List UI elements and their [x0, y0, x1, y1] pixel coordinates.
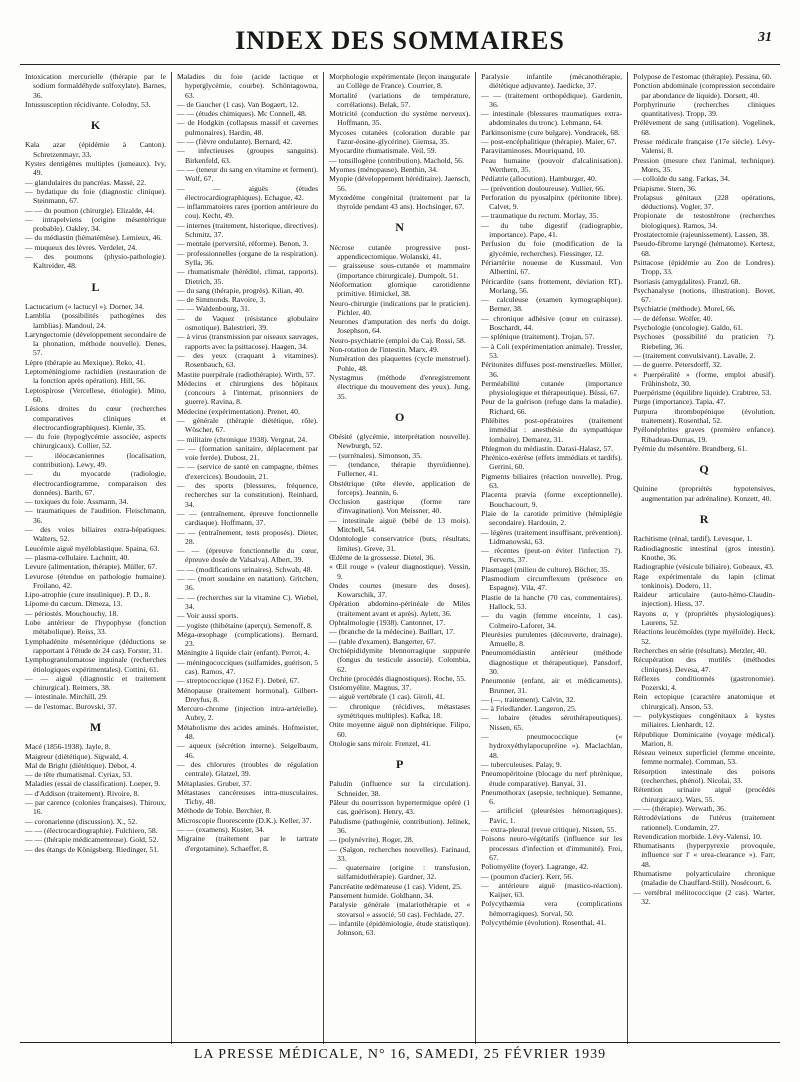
index-entry: — du médiastin (hématémèse). Lemieux, 46.	[25, 233, 163, 243]
index-entry: — internes (traitement, historique, directives). Schmitz, 37.	[177, 220, 319, 240]
index-entry: Rachitisme (rénal, tardif). Levesque, 1.	[633, 534, 753, 544]
index-entry: Propionate de testostérone (recherches biologiques). Ramos, 34.	[633, 211, 776, 230]
index-entry: — récentes (peut-on éviter l'infection ?). Ferverts, 37.	[481, 546, 623, 565]
index-entry: Ophtalmologie (1938). Cantonnet, 17.	[329, 618, 446, 628]
index-entry: — hydatique du foie (diagnostic clinique). Steinmann, 67.	[25, 186, 167, 206]
index-entry: — infectieuses (groupes sanguins). Birkenfeld, 63.	[177, 146, 319, 165]
index-entry: Métaplasies. Gruber, 37.	[177, 778, 252, 788]
index-entry: Plaie de la carotide primitive (hémiplégie secondaire). Hardouin, 2.	[481, 508, 623, 528]
index-entry: Médecine (expérimentation). Prenet, 40.	[177, 406, 300, 416]
index-entry: Mortalité (variations de température, corrélations). Belak, 57.	[329, 90, 471, 109]
index-entry: Occlusion gastrique (forme rare d'invagination). Von Meissner, 40.	[329, 497, 471, 516]
index-entry: « Puerpéralité » (forme, emploi abusif). Frühinsholz, 30.	[633, 369, 776, 388]
index-entry: — post-encéphalitique (thérapie). Maier, 67.	[481, 137, 617, 147]
index-entry: Lobe antérieur de l'hypophyse (fonction métabolique). Reiss, 33.	[25, 618, 167, 637]
index-entry: — quaternaire (origine : transfusion, sulfamidothérapie). Gardner, 32.	[329, 863, 471, 882]
index-entry: Radiographie (vésicule biliaire). Gobeaux, 43.	[633, 562, 774, 572]
index-entry: Lipome du cæcum. Dimeza, 13.	[25, 599, 123, 609]
index-entry: Médecins et chirurgiens des hôpitaux (concours à l'internat, prisonniers de guerre). Ravina, 8.	[177, 378, 319, 407]
index-entry: — de Gaucher (1 cas). Van Bogaert, 12.	[177, 99, 299, 109]
index-entry: — — Waldenbourg, 31.	[177, 304, 250, 314]
index-entry: Pneumomédiastin antérieur (méthode diagnostique et thérapeutique). Pansdorf, 30.	[481, 648, 623, 676]
index-entry: — traumatiques de l'audition. Fleischmann, 36.	[25, 506, 167, 525]
index-entry: Psoriasis (amygdalites). Franzl, 68.	[633, 276, 741, 286]
index-entry: Rage expérimentale du lapin (climat tonkinois). Dodero, 11.	[633, 571, 776, 590]
index-entry: Neuro-psychiatrie (emploi du Ca). Rossi, 58.	[329, 335, 466, 345]
index-column-1	[20, 72, 172, 1044]
index-entry: Maladies (essai de classification). Loeper, 9.	[25, 779, 161, 789]
index-column-2	[172, 72, 324, 1044]
index-entry: — — (fièvre ondulante). Bernard, 42.	[177, 137, 293, 147]
index-entry: Ostéomyélite. Magnus, 37.	[329, 683, 412, 693]
index-entry: — des yeux (craquant à vitamines). Rosenbauch, 63.	[177, 350, 319, 370]
index-entry: — rhumatismale (hérédité, climat, rapports). Dietrich, 35.	[177, 267, 319, 286]
index-entry: — — (thérapie). Werwath, 36.	[633, 803, 726, 813]
index-entry: — (—, traitement). Calvin, 32.	[481, 694, 576, 704]
index-entry: Revendication morbide. Lévy-Valensi, 10.	[633, 831, 762, 841]
index-entry: Leucémie aiguë myéloblastique. Spaina, 63.	[25, 543, 160, 553]
index-entry: Plastie de la hanche (70 cas, commentaires). Hallock, 53.	[481, 592, 623, 611]
index-entry: — militaire (chronique 1938). Vergnat, 24.	[177, 434, 308, 444]
index-entry: — des voies biliaires extra-hépatiques. Walters, 52.	[25, 525, 167, 544]
index-entry: — — (recherches sur la vitamine C). Wiebel, 34.	[177, 592, 319, 611]
index-entry: Pneumothorax (asepsie, technique). Semanne, 6.	[481, 787, 623, 807]
index-entry: Phrénico-exérèse (effets immédiats et tardifs). Gerrini, 60.	[481, 453, 623, 472]
index-entry: Purge (importance). Tapia, 47.	[633, 397, 726, 407]
index-entry: — (branche de la médecine). Baillart, 17.	[329, 627, 455, 637]
index-entry: Prostatectomie (rajeunissement). Lassen, 38.	[633, 230, 769, 240]
index-entry: — aiguë vertébrale (1 cas). Giroli, 41.	[329, 692, 445, 702]
index-entry: Résorption intestinale des poisons (recherches, phénol). Nicolai, 33.	[633, 766, 776, 786]
index-entry: Perméabilité cutanée (importance physiologique et thérapeutique). Büssi, 67.	[481, 378, 623, 398]
index-entry: — intrapelviens (origine mésentérique probable). Oakley, 34.	[25, 214, 167, 234]
index-entry: — — (électrocardiographie). Fulchiero, 58.	[25, 825, 158, 835]
page-title: INDEX DES SOMMAIRES	[235, 26, 565, 55]
index-column-5	[628, 72, 780, 1044]
index-entry: — du sang (thérapie, progrès). Kilian, 40.	[177, 285, 304, 295]
index-entry: — à Coli (expérimentation animale). Tressler, 53.	[481, 341, 623, 360]
index-entry: — streptococcique (1162 F.). Debré, 67.	[177, 676, 300, 686]
index-entry: Phlegmon du médiastin. Darasi-Halasz, 57.	[481, 443, 613, 453]
index-entry: — (table d'examen). Bangerter, 67.	[329, 636, 436, 646]
index-entry: Orchiépididymite blennorragique suppurée (fongus du testicule associé). Colombia, 62.	[329, 645, 471, 674]
index-entry: Levurose (étendue en pathologie humaine). Froilano, 42.	[25, 571, 167, 590]
index-entry: — coronarienne (discussion). X., 52.	[25, 816, 138, 826]
index-entry: Pyémie du mésentère. Brandberg, 61.	[633, 443, 748, 453]
index-entry: Kystes dentigènes multiples (jumeaux). Ivy, 49.	[25, 159, 167, 178]
index-entry: Neuro-chirurgie (indications par le praticien). Pichler, 40.	[329, 298, 471, 317]
index-entry: Récupération des mutilés (méthodes cliniques). Devesa, 47.	[633, 655, 776, 674]
index-entry: — — (thérapie médicamenteuse). Gold, 52.	[25, 835, 159, 845]
index-entry: Rayons α, γ (propriétés physiologiques). Laurens, 52.	[633, 608, 776, 628]
index-entry: Rétention urinaire aiguë (procédés chirurgicaux). Wars, 55.	[633, 785, 776, 804]
index-entry: Pansement humide. Goldhann, 34.	[329, 891, 434, 901]
index-entry: — graisseuse sous-cutanée et mammaire (importance chirurgicale). Dumpolt, 51.	[329, 261, 471, 280]
index-entry: Plasmagel (milieu de culture). Böcher, 35.	[481, 564, 610, 574]
section-letter: Q	[699, 462, 709, 477]
index-entry: — à Friedlander. Langeron, 25.	[481, 704, 577, 714]
journal-footer: LA PRESSE MÉDICALE, N° 16, SAMEDI, 25 FÉVRIER 1939	[193, 1047, 607, 1062]
index-columns	[20, 72, 780, 1044]
index-entry: Psychiatrie (méthode). Morel, 66.	[633, 304, 736, 314]
index-entry: Myomes (ménopause). Benthin, 34.	[329, 164, 438, 174]
index-entry: Mycoses cutanées (coloration durable par l'azur-éosine-glycérine). Giemsa, 35.	[329, 127, 471, 147]
index-entry: Leptospirose (Vercellese, étiologie). Mino, 60.	[25, 385, 167, 404]
index-entry: Quinine (propriétés hypotensives, augmentation par adrénaline). Konzett, 40.	[633, 484, 776, 503]
index-entry: Pleurésies purulentes (découverte, drainage). Amuelle, 8.	[481, 629, 623, 649]
index-entry: — inflammatoires rares (portion antérieure du cou). Kecht, 49.	[177, 202, 319, 221]
index-entry: — chronique adhésive (cœur en cuirasse). Boschardt, 44.	[481, 313, 623, 333]
index-entry: — calculeuse (examen kymographique). Berner, 38.	[481, 295, 623, 314]
index-entry: Rétrodéviations de l'utérus (traitement rationnel). Condamin, 27.	[633, 813, 776, 832]
index-entry: Opération abdomino-périnéale de Miles (traitement avant et après). Aylett, 36.	[329, 599, 471, 618]
index-entry: — — (formation sanitaire, déplacement par voie ferrée). Dubost, 21.	[177, 443, 319, 463]
index-entry: — tonsillogène (contribution). Machold, 56.	[329, 155, 464, 165]
index-entry: Périartérite noueuse de Kussmaul. Von Albertini, 67.	[481, 257, 623, 277]
index-entry: Paralysie générale (malariothérapie et « stovarsol » associé, 50 cas). Fechlade, 27.	[329, 900, 471, 919]
index-entry: Nystagmus (méthode d'enregistrement électrique du mouvement des yeux). Jung, 35.	[329, 372, 471, 401]
page-header	[20, 20, 780, 68]
index-entry: Mercuro-chrome (injection intra-artérielle). Aubry, 2.	[177, 704, 319, 723]
index-entry: Lésions droites du cœur (recherches comparatives cliniques et électrocardiographiques). Kienle, 35.	[25, 404, 167, 432]
index-entry: Intoxication mercurielle (thérapie par le sodium formaldéhyde sulfoxylate). Barnes, 36.	[25, 72, 167, 100]
index-entry: Radiodiagnostic intestinal (gros intestin). Knothe, 36.	[633, 543, 776, 562]
index-entry: Phlébites post-opératoires (traitement immédiat : anesthésie du sympathique lombaire). Demarez, 31.	[481, 415, 623, 444]
index-entry: Méningite à liquide clair (enfant). Perrot, 4.	[177, 648, 310, 658]
index-entry: — du foie (hypoglycémie associée, aspects chirurgicaux). Collier, 52.	[25, 432, 167, 451]
section-letter: N	[395, 220, 404, 235]
index-entry: — splénique (traitement). Trojan, 57.	[481, 332, 595, 342]
index-column-4	[476, 72, 628, 1044]
index-entry: Ponction abdominale (compression secondaire par abondance de liquide). Dorsett, 40.	[633, 81, 776, 100]
index-entry: Perfusion du foie (modification de la glycémie, recherches). Fiessinger, 12.	[481, 239, 623, 258]
index-entry: Pneumopéritoine (blocage du nerf phrénique, étude comparative). Banyai, 31.	[481, 769, 623, 788]
index-entry: Purpura thrombopénique (évolution, traitement). Rosenthal, 52.	[633, 406, 776, 425]
index-entry: — (tendance, thérapie thyroïdienne). Fullerner, 41.	[329, 459, 471, 479]
page-number: 31	[758, 30, 772, 45]
index-entry: Métabolisme des acides aminés. Hofmeister, 48.	[177, 722, 319, 742]
index-entry: Myocardite rhumatismale. Veil, 59.	[329, 146, 437, 156]
index-entry: — plasma-cellulaire. Lachnitt, 40.	[25, 552, 130, 562]
index-entry: Parkinsonisme (cure bulgare). Vondracek, 68.	[481, 127, 620, 137]
index-entry: — de guerre. Petersdorff, 32.	[633, 360, 722, 370]
index-entry: — du myocarde (radiologie, électrocardiogramme, comparaison des données). Barth, 67.	[25, 469, 167, 497]
index-entry: Paralysie infantile (mécanothérapie, diététique adjuvante). Jaedicke, 37.	[481, 72, 623, 91]
index-entry: Lèpre (thérapie au Mexique). Reko, 41.	[25, 357, 146, 367]
header-rule	[20, 64, 780, 65]
index-entry: Plasmodium circumflexum (présence en Espagne). Vila, 47.	[481, 574, 623, 593]
index-entry: — infantile (épidémiologie, étude statistique). Johnson, 63.	[329, 918, 471, 938]
index-entry: — glandulaires du pancréas. Massé, 22.	[25, 177, 147, 187]
index-entry: — — aiguës (études électrocardiographiques). Echague, 42.	[177, 183, 319, 202]
section-letter: O	[394, 409, 405, 424]
index-entry: Psychoses (possibilité du praticien ?). Riebeling, 36.	[633, 332, 776, 351]
index-entry: Myxœdème congénital (traitement par la thyroïde pendant 43 ans). Hochsinger, 67.	[329, 192, 471, 212]
index-entry: — des poumons (physio-pathologie). Kaltreider, 48.	[25, 252, 167, 271]
section-letter: K	[90, 118, 101, 133]
index-entry: Réseau veineux superficiel (femme enceinte, femme normale). Cornman, 53.	[633, 748, 776, 767]
index-entry: Polycythæmia vera (complications hémorragiques). Sorval, 50.	[481, 899, 623, 918]
index-entry: — intestinale (blessures traumatiques extra-abdominales du tronc). Lehmann, 64.	[481, 109, 623, 128]
index-entry: — générale (thérapie diététique, rôle). Wöscher, 67.	[177, 415, 319, 435]
index-entry: Psychologie (oncologie). Galdo, 61.	[633, 323, 743, 333]
index-entry: Orchite (procédés diagnostiques). Roche, 55.	[329, 673, 466, 683]
index-entry: Méthode de Tobie. Berchier, 8.	[177, 806, 272, 816]
index-entry: — — (épreuve fonctionnelle du cœur, épreuve dosée de Valsalva). Albert, 39.	[177, 546, 319, 565]
index-entry: Pyélonéphrites graves (première enfance). Ribadeau-Dumas, 19.	[633, 425, 776, 444]
index-entry: Réflexes conditionnés (gastronomie). Pozerski, 4.	[633, 673, 776, 693]
index-entry: Paludisme (pathogénie, contribution). Jelinek, 36.	[329, 816, 471, 835]
index-entry: Morphologie expérimentale (leçon inaugurale au Collège de France). Courrier, 8.	[329, 72, 471, 91]
index-entry: — de tête rhumatismal. Cyriax, 53.	[25, 770, 133, 780]
index-entry: Numération des plaquettes (cycle menstruel). Pohle, 48.	[329, 354, 471, 373]
section-letter: R	[699, 512, 709, 527]
index-entry: Polypose de l'estomac (thérapie). Pessina, 60.	[633, 72, 772, 81]
index-entry: Laryngectomie (développement secondaire de la phonation, méthode nouvelle). Denes, 57.	[25, 329, 167, 358]
index-entry: Lymphadénite mésentérique (déductions se rapportant à l'étude de 24 cas). Forster, 31.	[25, 636, 167, 655]
index-entry: Motricité (conduction du système nerveux). Hoffmann, 35.	[329, 109, 471, 128]
index-entry: Puerpérisme (équilibre liquide). Crabtree, 53.	[633, 388, 772, 398]
index-entry: — lobaire (études sérothérapeutiques). Nissen, 65.	[481, 713, 623, 732]
index-entry: — par carence (colonies françaises). Thiroux, 16.	[25, 798, 167, 817]
index-entry: — — du poumon (chirurgie). Elizalde, 44.	[25, 205, 155, 215]
index-entry: — — aiguë (diagnostic et traitement chirurgical). Reimers, 38.	[25, 673, 167, 693]
index-entry: Presse médicale française (17e siècle). Lévy-Valensi, 8.	[633, 137, 776, 156]
index-entry: — muqueux des lèvres. Verdelet, 24.	[25, 242, 138, 252]
index-entry: — vertébral mélitococcique (2 cas). Warter, 32.	[633, 887, 776, 906]
index-entry: Mastite puerpérale (radiothérapie). Wirth, 57.	[177, 369, 316, 379]
index-entry: — — (service de santé en campagne, thèmes d'exercices). Boudouin, 21.	[177, 462, 319, 481]
index-entry: Microscopie fluorescente (D.K.). Keller, 37.	[177, 815, 312, 825]
index-entry: Kala azar (épidémie à Canton). Schretzenmayr, 33.	[25, 140, 167, 159]
index-entry: — de Simmonds. Ravoire, 3.	[177, 295, 266, 305]
index-entry: Leptoméningiome rachidien (restauration de la fonction après opération). Hill, 56.	[25, 367, 167, 386]
index-entry: — mentale (perversité, réforme). Benon, 3.	[177, 239, 309, 249]
index-entry: — légères (traitement insuffisant, prévention). Lidmanowski, 63.	[481, 527, 623, 546]
index-entry: — de défense. Wolfer, 40.	[633, 313, 713, 323]
index-entry: Obstétrique (tête élevée, application de forceps). Jeannin, 6.	[329, 478, 471, 497]
index-entry: Lactucarium (« lactucyl »). Dorner, 34.	[25, 301, 145, 311]
index-entry: — extra-pleural (revue critique). Nissen, 55.	[481, 825, 617, 835]
index-column-3	[324, 72, 476, 1044]
index-entry: Odontologie conservatrice (buts, résultats, limites). Greve, 31.	[329, 534, 471, 553]
index-entry: Pigments biliaires (réaction nouvelle). Prog, 63.	[481, 471, 623, 491]
index-entry: Pancréatite œdémateuse (1 cas). Vident, 25.	[329, 881, 462, 891]
index-entry: — de Hodgkin (collapsus massif et cavernes pulmonaires). Hardin, 48.	[177, 118, 319, 137]
index-entry: Intussusception récidivante. Colodny, 53.	[25, 99, 151, 109]
index-entry: Ondes courtes (mesure des doses). Kowarschik, 37.	[329, 580, 471, 600]
index-entry: Peau humaine (pouvoir d'alcalinisation). Werthern, 35.	[481, 155, 623, 174]
index-entry: — intestinale. Mirchill, 29.	[25, 692, 108, 702]
index-entry: — (polynévrite). Roger, 28.	[329, 835, 414, 845]
index-entry: — de Vaquez (résistance globulaire osmotique). Balestrieri, 39.	[177, 313, 319, 333]
index-entry: Œdème de la grossesse. Dietel, 36.	[329, 552, 435, 562]
index-entry: — (poumon d'acier). Kerr, 56.	[481, 871, 574, 881]
index-entry: Psittacose (épidémie au Zoo de Londres). Tropp, 33.	[633, 257, 776, 277]
index-entry: Paludin (influence sur la circulation). Schneider, 38.	[329, 779, 471, 798]
index-entry: Pneumonie (enfant, air et médicaments). Brunner, 31.	[481, 676, 623, 695]
index-entry: — chronique (récidives, métastases symétriques multiples). Kafka, 18.	[329, 701, 471, 720]
index-entry: — — (entraînement, épreuve fonctionnelle cardiaque). Hoffmann, 37.	[177, 508, 319, 528]
index-entry: — — (traitement orthopédique). Gardenin, 36.	[481, 90, 623, 109]
index-entry: Rhumatisme polyarticulaire chronique (maladie de Chauffard-Still). Nosécourt, 6.	[633, 869, 776, 888]
index-entry: République Dominicaine (voyage médical). Marion, 8.	[633, 729, 776, 748]
index-entry: Péritonites diffuses post-menstruelles. Möller, 36.	[481, 360, 623, 379]
index-entry: « Œil rouge » (valeur diagnostique). Vessin, 9.	[329, 562, 471, 581]
index-entry: Non-rotation de l'intestin. Marx, 49.	[329, 345, 439, 355]
index-entry: — pneumococcique (« hydroxyéthylapocupréine »). Maclachlan, 48.	[481, 732, 623, 760]
index-entry: Otologie sans miroir. Frenzel, 41.	[329, 738, 431, 748]
index-entry: Mal de Bright (diététique). Debot, 4.	[25, 760, 137, 770]
index-entry: Psychanalyse (notions, illustration). Bovet, 67.	[633, 285, 776, 305]
index-entry: Porphyrinurie (recherches cliniques quantitatives). Tropp, 39.	[633, 99, 776, 119]
index-entry: — des étangs de Königsberg. Riedinger, 51.	[25, 844, 159, 854]
index-entry: Placenta prævia (forme exceptionnelle). Bouchacourt, 9.	[481, 490, 623, 509]
index-entry: Lymphogranulomatose inguinale (recherches étiologiques expérimentales). Cottini, 61.	[25, 655, 167, 674]
index-entry: Pâleur du nourrisson hypertermique opéré (1 cas, guérison). Henry, 43.	[329, 798, 471, 817]
index-entry: — — (entraînement, tests proposés). Dieter, 28.	[177, 527, 319, 546]
index-entry: — artificiel (pleurésies hémorragiques). Pavic, 1.	[481, 806, 623, 825]
index-entry: — (Saïgon, recherches nouvelles). Farinaud, 33.	[329, 844, 471, 863]
index-entry: Obésité (glycémie, interprétation nouvelle). Newburgh, 52.	[329, 432, 471, 451]
index-entry: — (surrénales). Simonson, 35.	[329, 450, 422, 460]
index-entry: — intestinale aiguë (bébé de 13 mois). Mitchell, 54.	[329, 515, 471, 535]
index-entry: Perforation du pyosalpinx (péritonite libre). Calvet, 9.	[481, 192, 623, 212]
index-entry: Myopie (développement héréditaire). Jaensch, 56.	[329, 174, 471, 193]
index-entry: — (traitement convulsivant). Lavalle, 2.	[633, 350, 756, 360]
section-letter: P	[395, 757, 404, 772]
index-entry: — polykystiques congénitaux à kystes miliaires. Lienhardt, 12.	[633, 711, 776, 730]
index-entry: Prolapsus génitaux (228 opérations, déductions). Vogler, 37.	[633, 192, 776, 212]
index-entry: Priapisme. Stern, 36.	[633, 183, 697, 193]
index-entry: — toxiques du foie. Assmann, 34.	[25, 497, 129, 507]
index-entry: Maigreur (diététique). Sigwald, 4.	[25, 751, 129, 761]
index-entry: Peur de la guérison (refuge dans la maladie). Richard, 66.	[481, 397, 623, 416]
index-entry: — du tube digestif (radiographie, importance). Pape, 41.	[481, 220, 623, 240]
index-entry: Poisons neuro-végétatifs (influence sur les processus d'infection et d'immunité). Frei, 67.	[481, 834, 623, 862]
index-entry: Réactions leucémoïdes (type myéloïde). Heck, 52.	[633, 627, 776, 646]
section-letter: L	[91, 279, 100, 294]
index-entry: — — (teneur du sang en vitamine et ferment). Wolf, 67.	[177, 164, 319, 184]
index-entry: — tuberculeuses. Palay, 9.	[481, 759, 562, 769]
index-entry: Prélèvement de sang (utilisation). Vogelinek, 68.	[633, 118, 776, 137]
index-entry: — (prévention douloureuse). Vullier, 66.	[481, 183, 605, 193]
index-entry: — — (examens). Kuster, 34.	[177, 825, 265, 835]
index-entry: Neurones d'amputation des nerfs du doigt. Josephson, 64.	[329, 317, 471, 336]
section-letter: M	[89, 720, 102, 734]
index-entry: — yogiste (thibétaine (aperçu). Semenoff, 8.	[177, 620, 313, 630]
index-entry: — iléocæcaniennes (localisation, contribution). Lewy, 49.	[25, 450, 167, 469]
index-entry: Macé (1856-1938). Jayle, 8.	[25, 742, 111, 752]
page-footer	[20, 1042, 780, 1065]
index-entry: — — (mort soudaine en natation). Gritchen, 36.	[177, 574, 319, 593]
index-entry: Pression (mesure chez l'animal, technique). Mœrs, 35.	[633, 155, 776, 174]
index-entry: — traumatique du rectum. Morlay, 35.	[481, 211, 599, 221]
index-entry: — — (modifications urinaires). Schwab, 48.	[177, 564, 313, 574]
index-entry: Poliomyélite (foyer). Lagrange, 42.	[481, 862, 589, 872]
index-entry: Migraine (traitement par le tartrate d'ergotamine). Schaeffer, 8.	[177, 834, 319, 853]
index-entry: Otite moyenne aiguë non diphtérique. Filipo, 60.	[329, 720, 471, 739]
index-entry: — professionnelles (organe de la respiration). Sylla, 36.	[177, 248, 319, 267]
index-entry: Lamblia (possibilités pathogènes des lamblias). Mandoul, 24.	[25, 311, 167, 330]
index-entry: Polycythémie (évolution). Rosenthal, 41.	[481, 918, 606, 928]
index-entry: Recherches en série (résultats). Metzler, 40.	[633, 645, 767, 655]
index-entry: — aqueux (sécrétion interne). Seigelbaum, 46.	[177, 741, 319, 760]
index-entry: Péricardite (sans frottement, déviation RT). Morlang, 56.	[481, 276, 623, 295]
index-entry: Lipo-atrophie (cure insulinique). P. D., 8.	[25, 590, 151, 600]
index-entry: Rhumatisants (hyperpyrexie provoquée, influence sur l' « urea-clearance »). Farr, 48.	[633, 841, 776, 869]
index-entry: Raideur articulaire (auto-hémo-Claudin-injection). Hiess, 37.	[633, 590, 776, 609]
index-entry: — d'Addison (traitement). Rivoire, 8.	[25, 788, 140, 798]
index-entry: — des sports (blessures, fréquence, recherches sur la constitution). Reinhard, 34.	[177, 481, 319, 509]
index-entry: Levure (alimentation, thérapie). Müller, 67.	[25, 562, 158, 572]
index-entry: — du vagin (femme enceinte, 1 cas). Colmeiro-Laforet, 34.	[481, 611, 623, 630]
index-entry: Maladies du foie (acide lactique et hyperglycémie, courbe). Schöntagowna, 63.	[177, 72, 319, 100]
index-entry: — antérieure aiguë (mastico-réaction). Kaijser, 63.	[481, 880, 623, 900]
index-entry: — colloïde du sang. Farkas, 34.	[633, 174, 730, 184]
index-entry: — — (études chimiques). Mc Connell, 48.	[177, 109, 307, 119]
index-entry: — Voir aussi sports.	[177, 611, 239, 621]
index-entry: Néoformation glomique carotidienne primitive. Hirnickel, 38.	[329, 279, 471, 299]
index-entry: Pseudo-fibrome laryngé (hématome). Kertesz, 68.	[633, 239, 776, 258]
index-entry: Ménopause (traitement hormonal). Gilbert-Dreyfus, 8.	[177, 685, 319, 704]
index-entry: Pédiatrie (allocution). Hamburger, 40.	[481, 174, 597, 184]
index-entry: — de l'estomac. Burovski, 37.	[25, 701, 117, 711]
index-entry: Méga-œsophage (complications). Bernard, 23.	[177, 629, 319, 649]
index-entry: Rein ectopique (caractère anatomique et chirurgical). Anson, 53.	[633, 692, 776, 711]
index-entry: — à virus (transmission par oiseaux sauvages, rapports avec la psittacose). Haagen, 34.	[177, 332, 319, 351]
index-entry: Nécrose cutanée progressive post-appendicectomique. Wolanski, 41.	[329, 242, 471, 262]
index-page	[20, 20, 780, 1065]
index-entry: — des chlorures (troubles de régulation centrale). Glatzel, 39.	[177, 759, 319, 779]
index-entry: — périostés. Mouchouchy, 18.	[25, 608, 119, 618]
index-entry: Paravitaminoses. Mouriquand, 10.	[481, 146, 586, 156]
index-entry: — méningococciques (sulfamides, guérison, 5 cas). Ramos, 47.	[177, 657, 319, 676]
index-entry: Métastases cancéreuses intra-musculaires. Tichy, 48.	[177, 787, 319, 807]
